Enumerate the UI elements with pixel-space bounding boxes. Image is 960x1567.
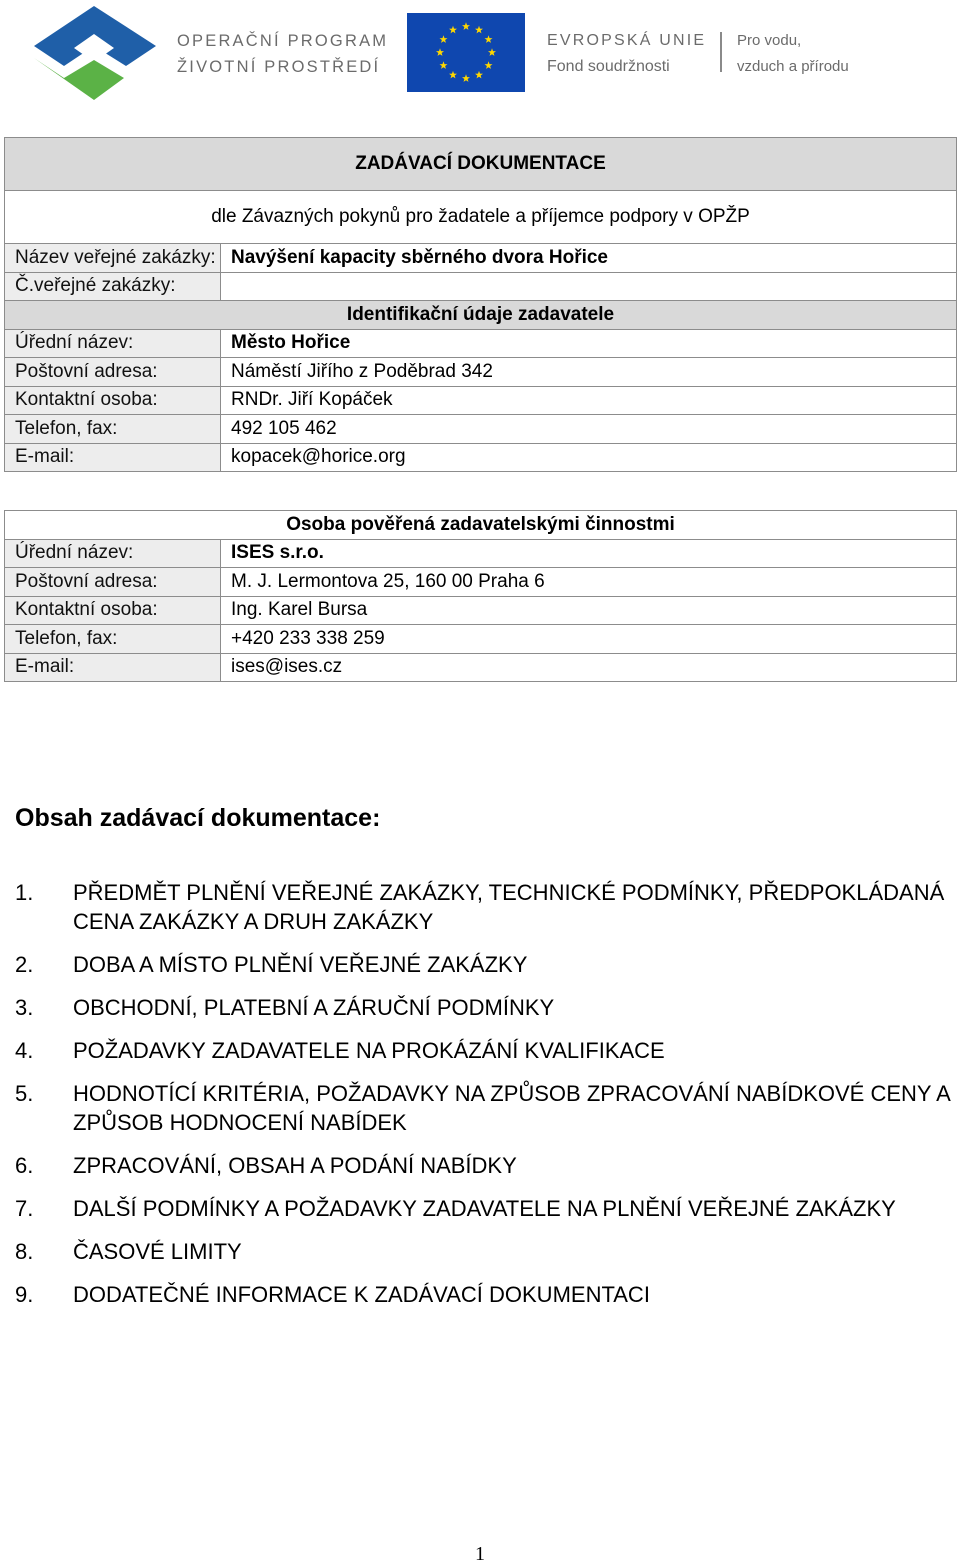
zadavatel-table [4, 137, 957, 472]
contents-item-number: 7. [15, 1196, 34, 1221]
contents-item-number: 8. [15, 1239, 34, 1264]
contents-item-text: DOBA A MÍSTO PLNĚNÍ VEŘEJNÉ ZAKÁZKY [73, 952, 528, 977]
zadavatel-email-label: E-mail: [5, 443, 221, 472]
contents-item [15, 1036, 955, 1065]
contents-item-number: 4. [15, 1038, 34, 1063]
contract-number-value [221, 272, 957, 301]
contents-item [15, 993, 955, 1022]
contents-item [15, 1280, 955, 1309]
zadavatel-contact-value: RNDr. Jiří Kopáček [221, 386, 957, 415]
poverena-osoba-table [4, 510, 957, 682]
zadavatel-contact-label: Kontaktní osoba: [5, 386, 221, 415]
contract-name-value: Navýšení kapacity sběrného dvora Hořice [221, 244, 957, 273]
contents-item-number: 1. [15, 880, 34, 905]
poverena-section-title: Osoba pověřená zadavatelskými činnostmi [5, 511, 957, 540]
poverena-email-label: E-mail: [5, 653, 221, 682]
motto [737, 28, 849, 80]
eu-flag-icon [407, 13, 525, 92]
poverena-official-name-label: Úřední název: [5, 539, 221, 568]
zadavatel-section-title: Identifikační údaje zadavatele [5, 301, 957, 330]
contents-item-text: OBCHODNÍ, PLATEBNÍ A ZÁRUČNÍ PODMÍNKY [73, 995, 555, 1020]
contents-list [15, 878, 955, 1323]
poverena-contact-label: Kontaktní osoba: [5, 596, 221, 625]
contents-item-number: 9. [15, 1282, 34, 1307]
page-header [0, 0, 960, 110]
zadavatel-address-value: Náměstí Jiřího z Poděbrad 342 [221, 358, 957, 387]
contents-item-number: 2. [15, 952, 34, 977]
contents-item-number: 3. [15, 995, 34, 1020]
contents-heading: Obsah zadávací dokumentace: [15, 804, 381, 832]
contents-item [15, 878, 955, 936]
contents-item [15, 1237, 955, 1266]
contents-item-text: POŽADAVKY ZADAVATELE NA PROKÁZÁNÍ KVALIFIKACE [73, 1038, 665, 1063]
header-divider [720, 32, 722, 72]
contents-item-text: DALŠÍ PODMÍNKY A POŽADAVKY ZADAVATELE NA PLNĚNÍ VEŘEJNÉ ZAKÁZKY [73, 1196, 896, 1221]
contents-item-number: 6. [15, 1153, 34, 1178]
document-title: ZADÁVACÍ DOKUMENTACE [5, 138, 957, 191]
program-line-2: ŽIVOTNÍ PROSTŘEDÍ [177, 58, 381, 76]
motto-line-2: vzduch a přírodu [737, 58, 849, 75]
contents-item [15, 950, 955, 979]
contents-item-text: ČASOVÉ LIMITY [73, 1239, 242, 1264]
contents-item-text: ZPRACOVÁNÍ, OBSAH A PODÁNÍ NABÍDKY [73, 1153, 517, 1178]
contents-item-text: PŘEDMĚT PLNĚNÍ VEŘEJNÉ ZAKÁZKY, TECHNICKÉ PODMÍNKY, PŘEDPOKLÁDANÁ CENA ZAKÁZKY A DRUH ZAKÁZKY [73, 880, 945, 934]
poverena-phone-value: +420 233 338 259 [221, 625, 957, 654]
zadavatel-phone-value: 492 105 462 [221, 415, 957, 444]
motto-line-1: Pro vodu, [737, 32, 802, 49]
contents-item [15, 1079, 955, 1137]
zadavatel-address-label: Poštovní adresa: [5, 358, 221, 387]
poverena-official-name-value: ISES s.r.o. [221, 539, 957, 568]
eu-fund-name [547, 28, 706, 80]
zadavatel-email-value: kopacek@horice.org [221, 443, 957, 472]
document-subtitle: dle Závazných pokynů pro žadatele a příjemce podpory v OPŽP [5, 191, 957, 244]
contract-name-label: Název veřejné zakázky: [5, 244, 221, 273]
zadavatel-phone-label: Telefon, fax: [5, 415, 221, 444]
poverena-address-label: Poštovní adresa: [5, 568, 221, 597]
poverena-contact-value: Ing. Karel Bursa [221, 596, 957, 625]
contents-item-number: 5. [15, 1081, 34, 1106]
contract-number-label: Č.veřejné zakázky: [5, 272, 221, 301]
contents-item-text: HODNOTÍCÍ KRITÉRIA, POŽADAVKY NA ZPŮSOB ZPRACOVÁNÍ NABÍDKOVÉ CENY A ZPŮSOB HODNOCENÍ NABÍDEK [73, 1081, 950, 1135]
contents-item [15, 1194, 955, 1223]
contents-item-text: DODATEČNÉ INFORMACE K ZADÁVACÍ DOKUMENTACI [73, 1282, 650, 1307]
poverena-phone-label: Telefon, fax: [5, 625, 221, 654]
page-number: 1 [475, 1543, 485, 1565]
program-name [177, 28, 388, 80]
poverena-email-value: ises@ises.cz [221, 653, 957, 682]
eu-line-2: Fond soudržnosti [547, 58, 670, 75]
contents-item [15, 1151, 955, 1180]
opzp-logo-icon [30, 4, 158, 102]
eu-line-1: EVROPSKÁ UNIE [547, 32, 707, 49]
poverena-address-value: M. J. Lermontova 25, 160 00 Praha 6 [221, 568, 957, 597]
zadavatel-official-name-value: Město Hořice [221, 329, 957, 358]
zadavatel-official-name-label: Úřední název: [5, 329, 221, 358]
program-line-1: OPERAČNÍ PROGRAM [177, 32, 389, 50]
